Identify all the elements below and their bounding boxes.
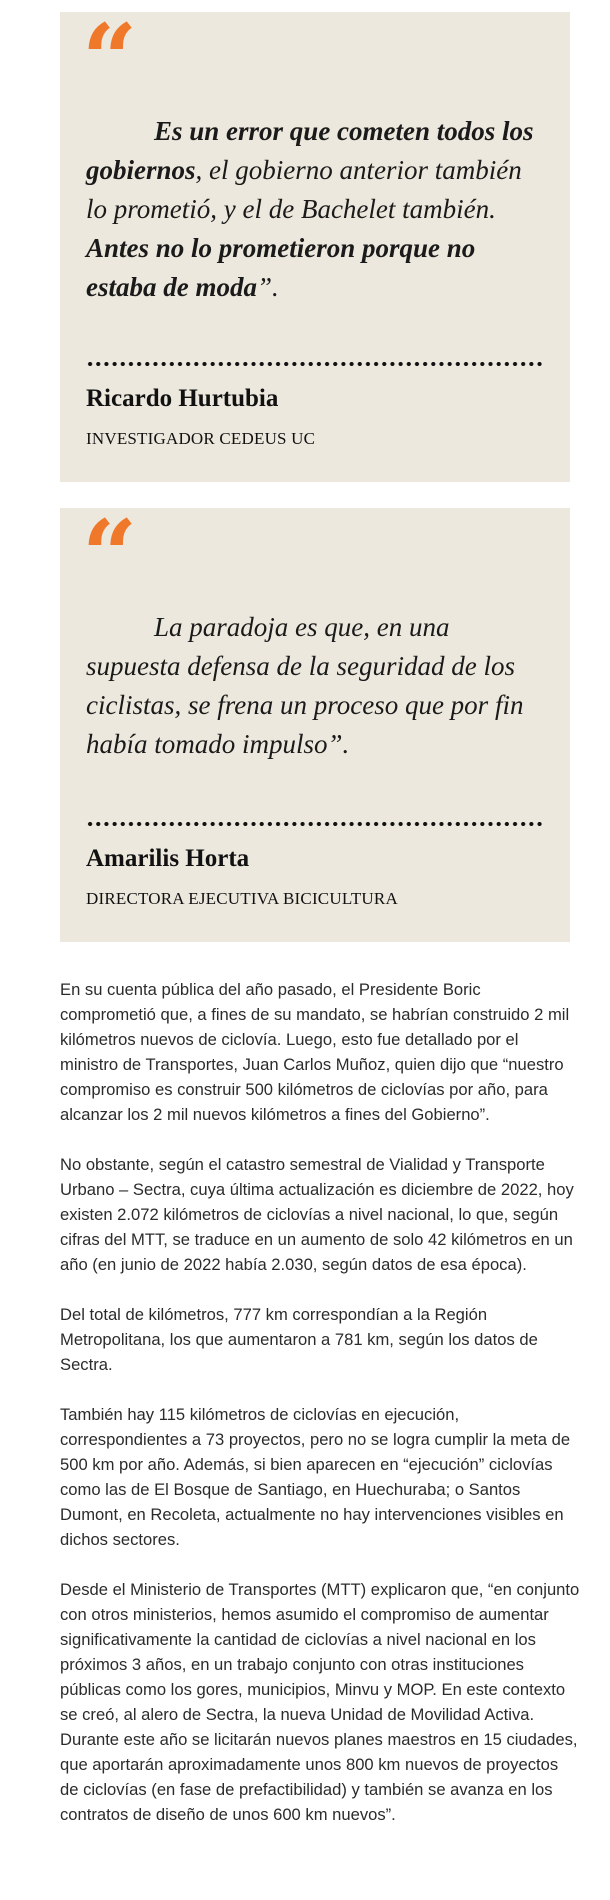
article-paragraph: Desde el Ministerio de Transportes (MTT) explicaron que, “en conjunto con otros ministerios, hemos asumido el compromiso de aumentar significativamente la cantidad de ciclovías a nivel nacional en los próximos 3 años, en un trabajo conjunto con otras instituciones públicas como los gores, municipios, Minvu y MOP. En este contexto se creó, al alero de Sectra, la nueva Unidad de Movilidad Activa. Durante este año se licitarán nuevos planes maestros en 15 ciudades, que aportarán aproximadamente unos 800 km nuevos de proyectos de ciclovías (en fase de prefactibilidad) y también se avanza en los contratos de diseño de unos 600 km nuevos”. [60, 1580, 580, 1824]
quote-author: Ricardo Hurtubia [86, 385, 279, 412]
quote-text [86, 608, 546, 764]
article-paragraph: No obstante, según el catastro semestral de Vialidad y Transporte Urbano – Sectra, cuya última actualización es diciembre de 2022, hoy existen 2.072 kilómetros de ciclovías a nivel nacional, lo que, según cifras del MTT, se traduce en un aumento de solo 42 kilómetros en un año (en junio de 2022 había 2.030, según datos de esa época). [60, 1155, 574, 1274]
quote-mark-icon: “ [82, 3, 138, 116]
quote-author-role: INVESTIGADOR CEDEUS UC [86, 429, 316, 448]
dotted-divider [86, 820, 544, 828]
quote-bold-text: Es un error que cometen todos los gobiernos [86, 116, 534, 185]
pull-quote-horta [60, 499, 570, 942]
article-body [60, 977, 580, 1852]
quote-plain-text: ”. [256, 272, 279, 302]
quote-mark-icon: “ [82, 499, 138, 612]
article-paragraph: En su cuenta pública del año pasado, el Presidente Boric comprometió que, a fines de su mandato, se habrían construido 2 mil kilómetros nuevos de ciclovía. Luego, esto fue detallado por el ministro de Transportes, Juan Carlos Muñoz, quien dijo que “nuestro compromiso es construir 500 kilómetros de ciclovías por año, para alcanzar los 2 mil nuevos kilómetros a fines del Gobierno”. [60, 980, 570, 1124]
quote-text [86, 112, 546, 307]
quote-author: Amarilis Horta [86, 845, 250, 872]
quote-author-role: DIRECTORA EJECUTIVA BICICULTURA [86, 889, 398, 908]
quote-bold-text: Antes no lo prometieron porque no estaba de moda [86, 233, 476, 302]
quote-plain-text: , el gobierno anterior también lo prometió, y el de Bachelet también. [86, 155, 522, 224]
article-paragraph: También hay 115 kilómetros de ciclovías en ejecución, correspondientes a 73 proyectos, pero no se logra cumplir la meta de 500 km por año. Además, si bien aparecen en “ejecución” ciclovías como las de El Bosque de Santiago, en Huechuraba; o Santos Dumont, en Recoleta, actualmente no hay intervenciones visibles en dichos sectores. [60, 1405, 571, 1549]
pull-quote-hurtubia [60, 3, 570, 482]
article-paragraph: Del total de kilómetros, 777 km correspondían a la Región Metropolitana, los que aumentaron a 781 km, según los datos de Sectra. [60, 1305, 538, 1374]
quote-plain-text: La paradoja es que, en una supuesta defensa de la seguridad de los ciclistas, se frena un proceso que por fin había tomado impulso”. [86, 612, 524, 759]
dotted-divider [86, 360, 544, 368]
